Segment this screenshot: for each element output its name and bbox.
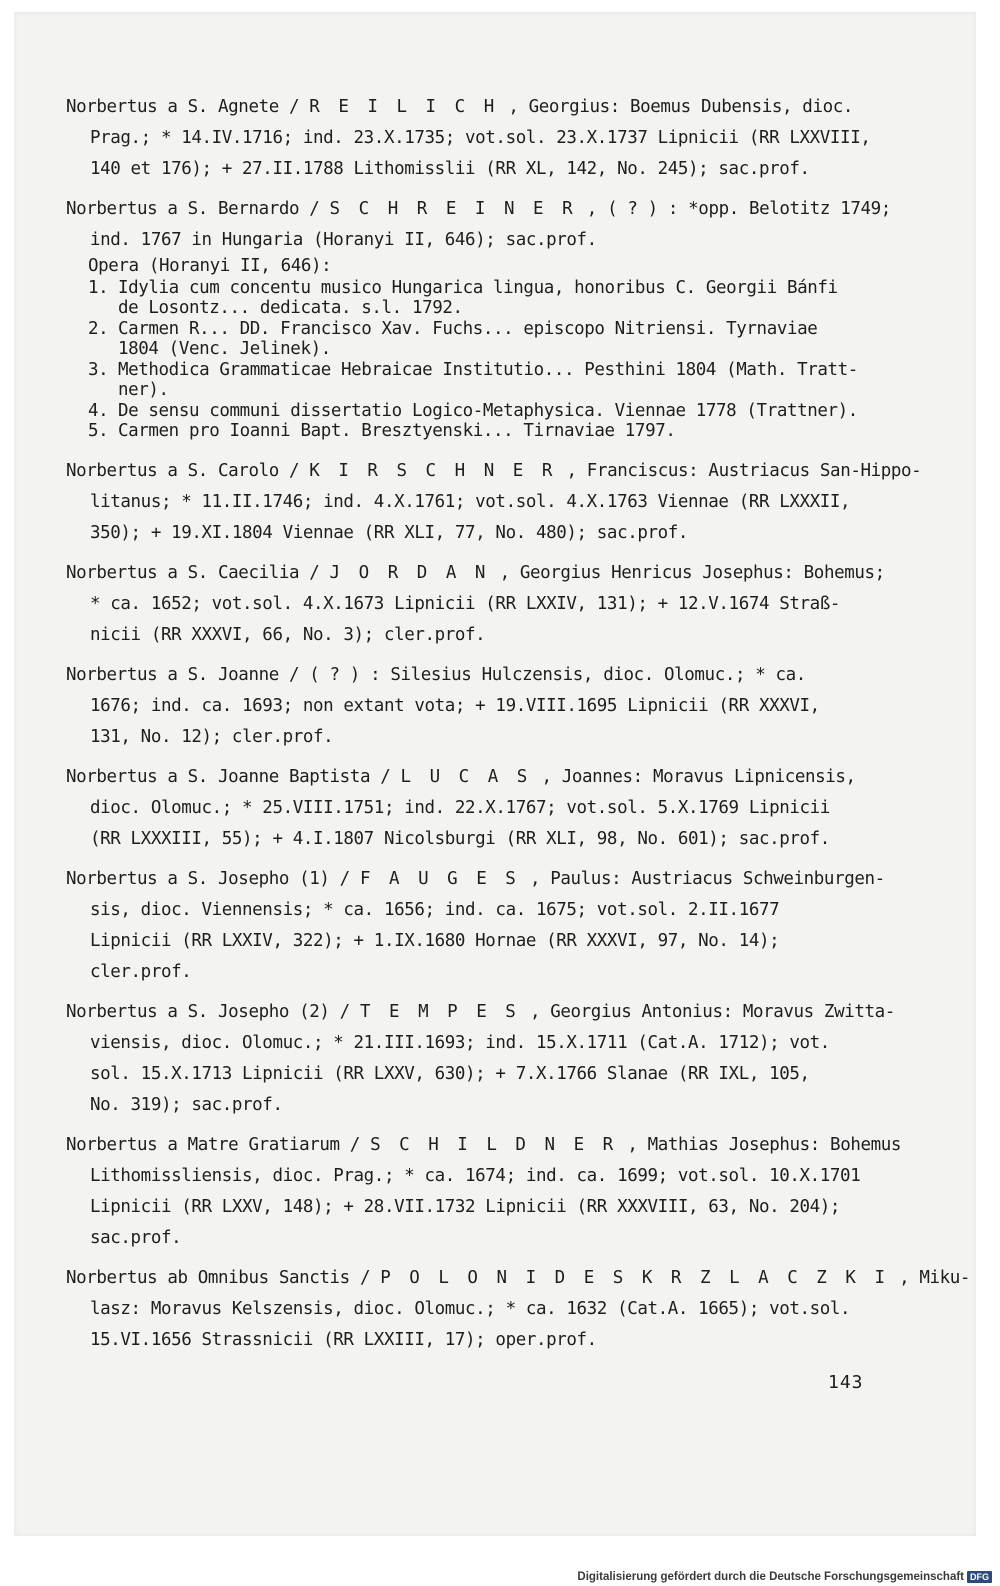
entry-text: No. 319); sac.prof.: [90, 1094, 283, 1115]
entry-text: 140 et 176); + 27.II.1788 Lithomisslii (RR XL, 142, No. 245); sac.prof.: [90, 159, 810, 179]
opera-item: [88, 278, 896, 319]
entry-text: nicii (RR XXXVI, 66, No. 3); cler.prof.: [90, 624, 486, 645]
entry-text-line: [66, 225, 896, 256]
opera-item: [88, 401, 896, 422]
opera-item-number: 1.: [88, 277, 109, 298]
entry-heading-line: [66, 194, 896, 225]
entry-heading-line: [66, 558, 896, 589]
opera-item-text: Carmen R... DD. Francisco Xav. Fuchs... episcopo Nitriensi. Tyrnaviae 1804 (Venc. Jelinek).: [118, 318, 818, 359]
register-entry: [66, 864, 896, 988]
entry-surname: T E M P E S: [359, 1001, 520, 1022]
entry-surname: F A U G E S: [359, 868, 520, 889]
entry-text: Norbertus ab Omnibus Sanctis /: [66, 1267, 381, 1288]
entry-text: lasz: Moravus Kelszensis, dioc. Olomuc.; * ca. 1632 (Cat.A. 1665); vot.sol.: [90, 1298, 851, 1319]
entry-heading-line: [66, 997, 896, 1028]
entry-text: 1676; ind. ca. 1693; non extant vota; + 19.VIII.1695 Lipnicii (RR XXXVI,: [90, 695, 820, 716]
entry-text: dioc. Olomuc.; * 25.VIII.1751; ind. 22.X.1767; vot.sol. 5.X.1769 Lipnicii: [90, 797, 830, 818]
register-entry: [66, 660, 896, 753]
entry-heading-line: [66, 864, 896, 895]
opera-item-number: 3.: [88, 359, 109, 380]
entry-text: cler.prof.: [90, 961, 192, 982]
register-entry: [66, 558, 896, 651]
entry-text: , Georgius Henricus Josephus: Bohemus;: [489, 562, 885, 583]
entry-text: , Miku-: [888, 1267, 971, 1288]
entry-text-line: [66, 957, 896, 988]
entry-text: litanus; * 11.II.1746; ind. 4.X.1761; vot.sol. 4.X.1763 Viennae (RR LXXXII,: [90, 491, 851, 512]
entry-text: viensis, dioc. Olomuc.; * 21.III.1693; ind. 15.X.1711 (Cat.A. 1712); vot.: [90, 1032, 830, 1053]
opera-item: [88, 360, 896, 401]
entry-text: , Mathias Josephus: Bohemus: [617, 1134, 902, 1155]
register-entry: [66, 194, 896, 442]
register-entries: [66, 92, 971, 1365]
entry-text-line: [66, 691, 896, 722]
page-number: 143: [828, 1372, 864, 1393]
entry-surname: J O R D A N: [329, 562, 490, 583]
dfg-logo: DFG: [967, 1571, 992, 1583]
entry-text: Lipnicii (RR LXXIV, 322); + 1.IX.1680 Hornae (RR XXXVI, 97, No. 14);: [90, 930, 780, 951]
entry-text: Norbertus a S. Carolo /: [66, 460, 310, 481]
entry-text: , ( ? ) : *opp. Belotitz 1749;: [576, 199, 891, 219]
opera-heading: Opera (Horanyi II, 646):: [88, 256, 332, 276]
entry-heading-line: [66, 762, 896, 793]
entry-text-line: [66, 589, 896, 620]
entry-text: , Joannes: Moravus Lipnicensis,: [531, 766, 856, 787]
entry-text: 15.VI.1656 Strassnicii (RR LXXIII, 17); oper.prof.: [90, 1329, 597, 1350]
entry-text: Prag.; * 14.IV.1716; ind. 23.X.1735; vot.sol. 23.X.1737 Lipnicii (RR LXXVIII,: [90, 128, 871, 148]
entry-text: Norbertus a S. Bernardo /: [66, 199, 330, 219]
entry-text-line: [66, 895, 896, 926]
entry-text-line: [66, 722, 896, 753]
entry-text-line: [66, 824, 896, 855]
entry-text-line: [66, 793, 896, 824]
entry-text-line: [66, 1223, 896, 1254]
entry-heading-line: [66, 660, 896, 691]
entry-text: 350); + 19.XI.1804 Viennae (RR XLI, 77, No. 480); sac.prof.: [90, 522, 689, 543]
entry-text: Norbertus a Matre Gratiarum /: [66, 1134, 371, 1155]
entry-text: ind. 1767 in Hungaria (Horanyi II, 646); sac.prof.: [90, 230, 597, 250]
entry-text-line: [66, 1028, 896, 1059]
entry-text: , Franciscus: Austriacus San-Hippo-: [556, 460, 922, 481]
entry-surname: R E I L I C H: [309, 97, 499, 117]
digitization-footer: [577, 1571, 992, 1583]
entry-heading-line: [66, 92, 896, 123]
opera-item-text: De sensu communi dissertatio Logico-Metaphysica. Viennae 1778 (Trattner).: [118, 400, 858, 421]
entry-heading-line: [66, 1263, 971, 1294]
entry-text: , Georgius: Boemus Dubensis, dioc.: [498, 97, 853, 117]
entry-text: Lipnicii (RR LXXV, 148); + 28.VII.1732 Lipnicii (RR XXXVIII, 63, No. 204);: [90, 1196, 841, 1217]
opera-item-number: 4.: [88, 400, 109, 421]
entry-text-line: [66, 926, 896, 957]
register-entry: [66, 92, 896, 185]
entry-text: sis, dioc. Viennensis; * ca. 1656; ind. ca. 1675; vot.sol. 2.II.1677: [90, 899, 780, 920]
entry-text: Norbertus a S. Josepho (2) /: [66, 1001, 360, 1022]
entry-heading-line: [66, 1130, 902, 1161]
entry-text-line: [66, 518, 896, 549]
opera-item-number: 5.: [88, 421, 109, 441]
opera-item-text: Idylia cum concentu musico Hungarica lingua, honoribus C. Georgii Bánfi de Losontz... dedicata. s.l. 1792.: [118, 277, 838, 318]
entry-text-line: [66, 123, 896, 154]
register-entry: [66, 1263, 971, 1356]
entry-text: (RR LXXXIII, 55); + 4.I.1807 Nicolsburgi (RR XLI, 98, No. 601); sac.prof.: [90, 828, 830, 849]
entry-surname: S C H I L D N E R: [370, 1134, 618, 1155]
opera-item-text: Methodica Grammaticae Hebraicae Institutio... Pesthini 1804 (Math. Tratt- ner).: [118, 359, 858, 400]
entry-text-line: [66, 1192, 896, 1223]
entry-text: * ca. 1652; vot.sol. 4.X.1673 Lipnicii (RR LXXIV, 131); + 12.V.1674 Straß-: [90, 593, 841, 614]
entry-text: Lithomissliensis, dioc. Prag.; * ca. 1674; ind. ca. 1699; vot.sol. 10.X.1701: [90, 1165, 861, 1186]
entry-text: Norbertus a S. Josepho (1) /: [66, 868, 360, 889]
footer-text: Digitalisierung gefördert durch die Deutsche Forschungsgemeinschaft: [577, 1571, 964, 1583]
entry-text: , Paulus: Austriacus Schweinburgen-: [519, 868, 885, 889]
register-entry: [66, 456, 922, 549]
entry-surname: S C H R E I N E R: [329, 199, 577, 219]
entry-text-line: [66, 487, 896, 518]
opera-item: [88, 421, 896, 442]
entry-text-line: [66, 620, 896, 651]
entry-text-line: [66, 154, 896, 185]
opera-list: [88, 256, 896, 442]
register-entry: [66, 997, 896, 1121]
entry-text-line: [66, 1059, 896, 1090]
opera-item-number: 2.: [88, 318, 109, 339]
entry-text-line: [66, 1294, 896, 1325]
register-entry: [66, 762, 896, 855]
entry-text: 131, No. 12); cler.prof.: [90, 726, 334, 747]
entry-text: , Georgius Antonius: Moravus Zwitta-: [519, 1001, 895, 1022]
register-entry: [66, 1130, 902, 1254]
opera-item-text: Carmen pro Ioanni Bapt. Bresztyenski... Tirnaviae 1797.: [118, 421, 676, 441]
entry-text: Norbertus a S. Joanne Baptista /: [66, 766, 401, 787]
entry-text: Norbertus a S. Joanne / ( ? ) : Silesius Hulczensis, dioc. Olomuc.; * ca.: [66, 664, 806, 685]
entry-text-line: [66, 1161, 896, 1192]
entry-text: Norbertus a S. Caecilia /: [66, 562, 330, 583]
entry-surname: P O L O N I D E S K R Z L A C Z K I: [380, 1267, 889, 1288]
entry-text: sol. 15.X.1713 Lipnicii (RR LXXV, 630); + 7.X.1766 Slanae (RR IXL, 105,: [90, 1063, 810, 1084]
entry-surname: K I R S C H N E R: [309, 460, 557, 481]
opera-item: [88, 319, 896, 360]
entry-text: sac.prof.: [90, 1227, 182, 1248]
entry-text-line: [66, 1325, 896, 1356]
entry-surname: L U C A S: [400, 766, 532, 787]
entry-text-line: [66, 1090, 896, 1121]
entry-text: Norbertus a S. Agnete /: [66, 97, 310, 117]
entry-heading-line: [66, 456, 922, 487]
